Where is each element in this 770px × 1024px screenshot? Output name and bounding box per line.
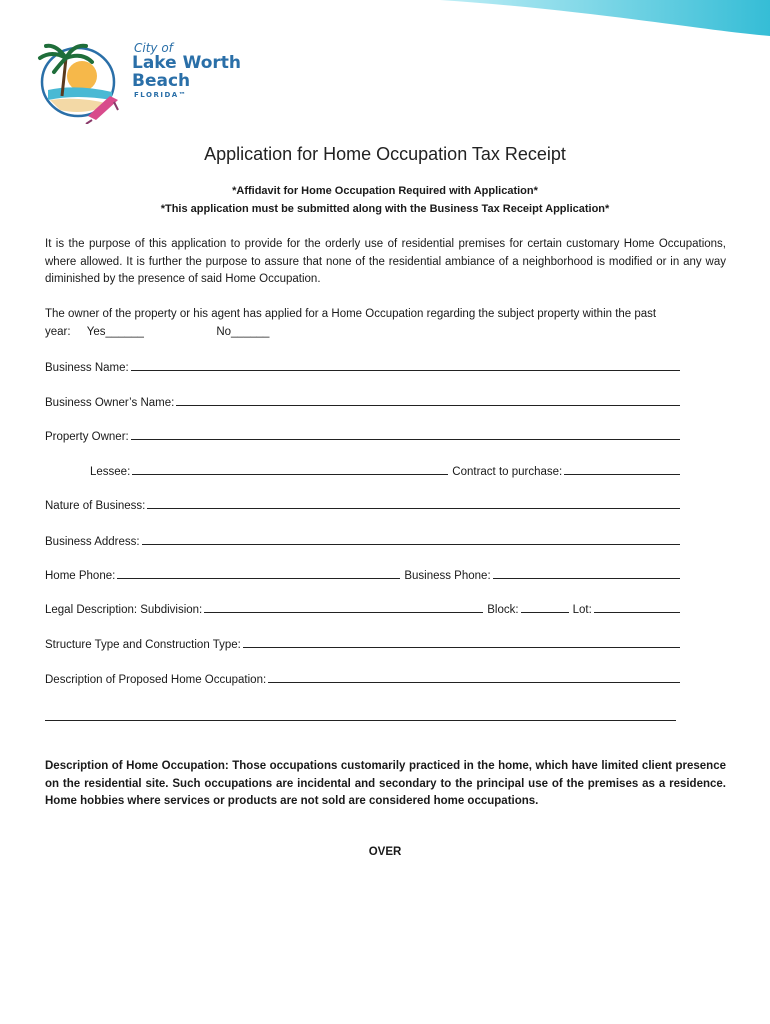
nature-label: Nature of Business: <box>45 500 146 512</box>
contract-line[interactable] <box>564 474 680 475</box>
business-phone-label: Business Phone: <box>404 570 491 582</box>
subtitle-affidavit: *Affidavit for Home Occupation Required with Application* <box>232 185 538 197</box>
description-field[interactable] <box>45 670 680 686</box>
lot-label: Lot: <box>572 604 592 616</box>
address-line[interactable] <box>142 544 680 545</box>
nature-line[interactable] <box>147 508 680 509</box>
address-label: Business Address: <box>45 536 140 548</box>
business-owner-field[interactable] <box>45 393 680 409</box>
owner-statement <box>45 306 726 341</box>
business-phone-line[interactable] <box>493 578 680 579</box>
property-owner-line[interactable] <box>131 439 680 440</box>
description-label: Description of Proposed Home Occupation: <box>45 674 267 686</box>
header-wave <box>440 0 770 40</box>
purpose-paragraph: It is the purpose of this application to provide for the orderly use of residential premises for certain customary Home Occupations, where allowed. It is further the purpose to assure that none of the residential ambiance of a neighborhood is modified or in any way diminished by the presence of said Home Occupation. <box>45 238 726 285</box>
page-title: Application for Home Occupation Tax Receipt <box>204 144 566 164</box>
block-label: Block: <box>487 604 519 616</box>
subtitle-submission: *This application must be submitted along with the Business Tax Receipt Application* <box>160 203 610 215</box>
logo-lake-worth: Lake Worth <box>132 53 242 73</box>
lot-line[interactable] <box>594 612 680 613</box>
lessee-line[interactable] <box>132 474 448 475</box>
owner-statement-text: The owner of the property or his agent has applied for a Home Occupation regarding the subject property within the past <box>45 308 657 320</box>
logo-florida: FLORIDA™ <box>134 91 188 99</box>
subdivision-line[interactable] <box>204 612 483 613</box>
definition-paragraph: Description of Home Occupation: Those occupations customarily practiced in the home, which have limited client presence on the residential site. Such occupations are incidental and secondary to the principal use of the premises as a residence. Home hobbies where services or products are not sold are considered home occupations. <box>45 760 726 807</box>
home-phone-line[interactable] <box>117 578 400 579</box>
description-line-2[interactable] <box>45 720 676 721</box>
lessee-row <box>90 462 680 478</box>
structure-label: Structure Type and Construction Type: <box>45 639 241 651</box>
business-name-line[interactable] <box>131 370 680 371</box>
logo-wordmark <box>132 42 241 100</box>
phone-row <box>45 566 680 582</box>
property-owner-field[interactable] <box>45 427 680 443</box>
legal-label: Legal Description: Subdivision: <box>45 604 203 616</box>
block-line[interactable] <box>521 612 569 613</box>
logo-city: City of <box>134 41 173 55</box>
description-continuation[interactable] <box>45 708 676 724</box>
no-field[interactable]: No______ <box>216 325 270 338</box>
logo-beach: Beach <box>132 71 191 91</box>
nature-field[interactable] <box>45 496 680 512</box>
business-name-label: Business Name: <box>45 362 129 374</box>
over-label: OVER <box>368 846 402 858</box>
home-phone-label: Home Phone: <box>45 570 116 582</box>
business-owner-line[interactable] <box>176 405 680 406</box>
description-line[interactable] <box>268 682 680 683</box>
business-owner-label: Business Owner’s Name: <box>45 397 175 409</box>
structure-field[interactable] <box>45 635 680 651</box>
year-label: year: <box>45 325 71 338</box>
lessee-label: Lessee: <box>90 466 131 478</box>
structure-line[interactable] <box>243 647 680 648</box>
address-field[interactable] <box>45 532 680 548</box>
business-name-field[interactable] <box>45 358 680 374</box>
property-owner-label: Property Owner: <box>45 431 129 443</box>
contract-label: Contract to purchase: <box>452 466 563 478</box>
legal-row <box>45 600 680 616</box>
yes-field[interactable]: Yes______ <box>86 325 144 338</box>
